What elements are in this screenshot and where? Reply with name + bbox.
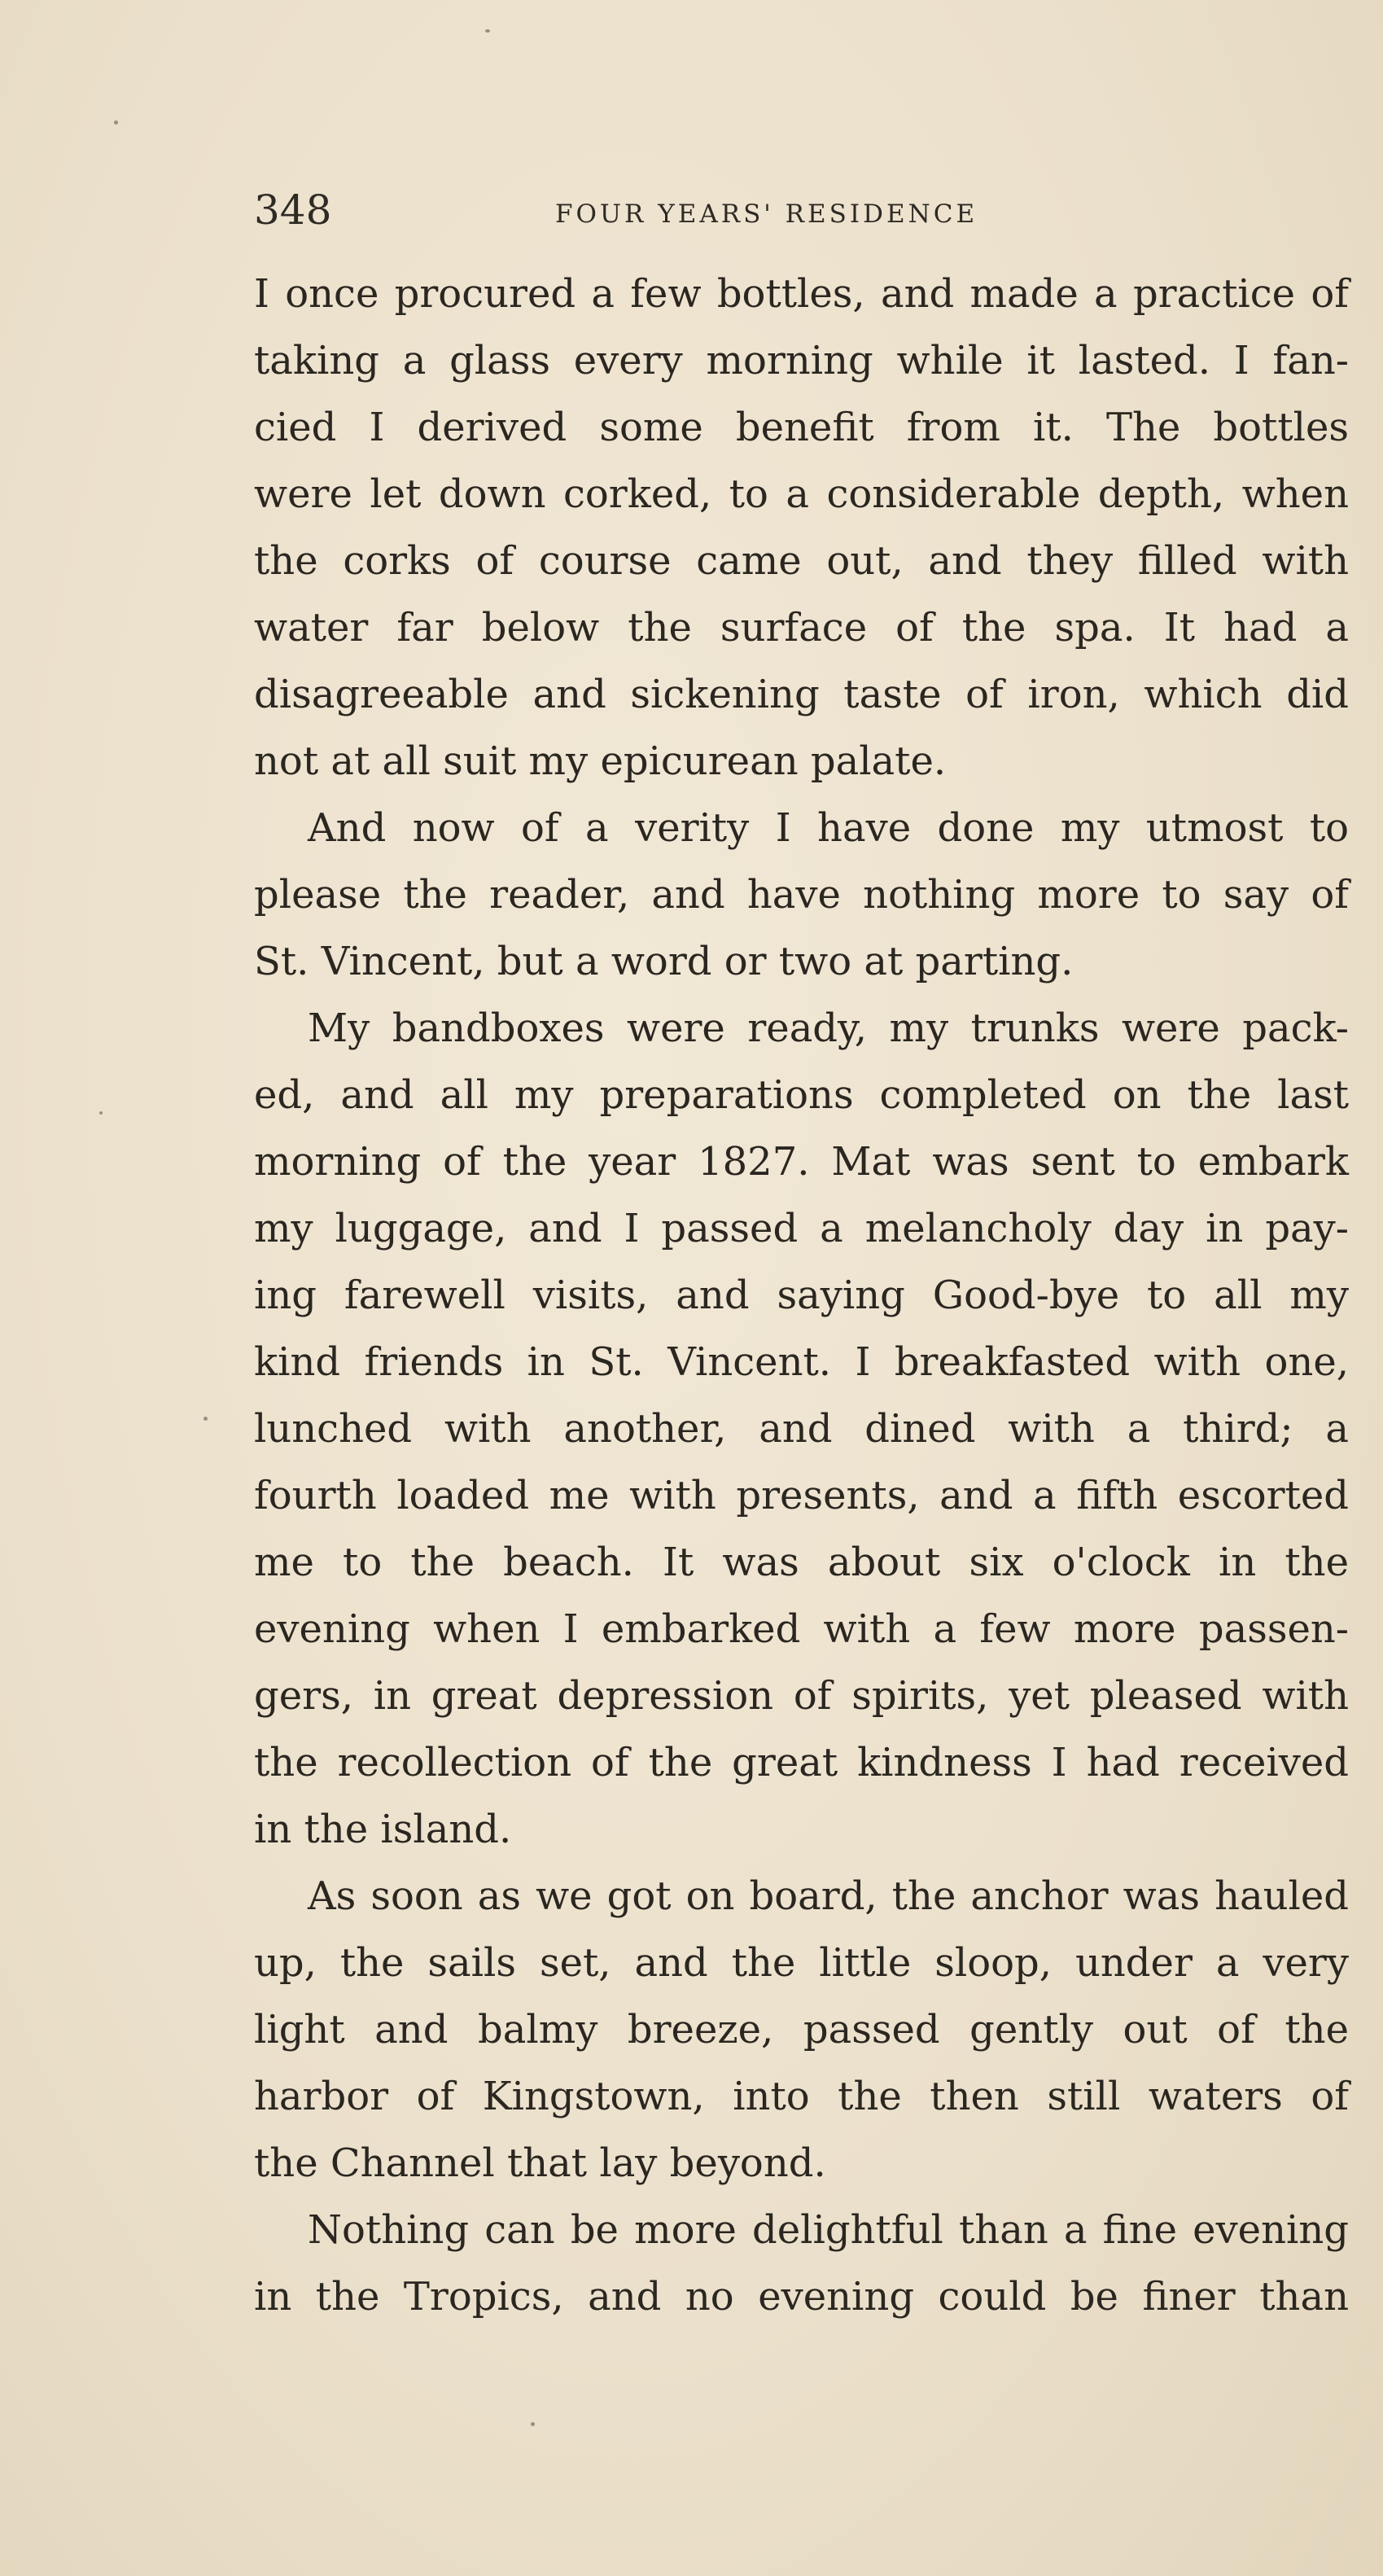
text-line: in the Tropics, and no evening could be finer than [254,2274,1349,2320]
text-line: ing farewell visits, and saying Good-bye to all my [254,1273,1349,1318]
text-line: disagreeable and sickening taste of iron, which did [254,672,1349,717]
text-line: harbor of Kingstown, into the then still waters of [254,2074,1349,2119]
text-line: the corks of course came out, and they filled with [254,538,1349,584]
text-line: up, the sails set, and the little sloop, under a very [254,1940,1349,1986]
text-line: And now of a verity I have done my utmost to [308,805,1349,851]
text-line: in the island. [254,1807,512,1852]
text-line: were let down corked, to a considerable depth, when [254,471,1349,517]
text-line: my luggage, and I passed a melancholy day in pay- [254,1206,1349,1251]
page-number: 348 [254,186,332,234]
text-line: fourth loaded me with presents, and a fifth escorted [254,1473,1349,1518]
paper-speck [114,120,118,125]
text-line: evening when I embarked with a few more passen- [254,1606,1349,1652]
text-line: kind friends in St. Vincent. I breakfasted with one, [254,1339,1349,1385]
body-text [254,261,1349,2330]
paper-speck [531,2422,535,2426]
text-line: I once procured a few bottles, and made a practice of [254,271,1349,317]
text-line: taking a glass every morning while it lasted. I fan- [254,338,1349,383]
paper-speck [99,1111,103,1115]
text-line: the recollection of the great kindness I had received [254,1740,1349,1785]
text-line: As soon as we got on board, the anchor was hauled [308,1873,1349,1919]
running-head: FOUR YEARS' RESIDENCE [555,199,978,229]
text-line: please the reader, and have nothing more to say of [254,872,1349,918]
text-line: morning of the year 1827. Mat was sent to embark [254,1139,1349,1185]
text-line: cied I derived some benefit from it. The bottles [254,405,1349,450]
paper-speck [485,29,490,33]
paper-speck [204,1417,208,1421]
text-line: ed, and all my preparations completed on the last [254,1072,1349,1118]
text-line: St. Vincent, but a word or two at parting. [254,939,1074,984]
text-line: gers, in great depression of spirits, yet pleased with [254,1673,1349,1719]
text-line: water far below the surface of the spa. It had a [254,605,1349,651]
page-header [254,186,1345,243]
text-line: me to the beach. It was about six o'clock in the [254,1540,1349,1585]
text-line: lunched with another, and dined with a third; a [254,1406,1349,1452]
text-line: light and balmy breeze, passed gently out of the [254,2007,1349,2052]
text-line: My bandboxes were ready, my trunks were pack- [308,1005,1349,1051]
text-line: Nothing can be more delightful than a fine evening [308,2207,1349,2253]
text-line: not at all suit my epicurean palate. [254,738,947,784]
text-line: the Channel that lay beyond. [254,2140,826,2186]
